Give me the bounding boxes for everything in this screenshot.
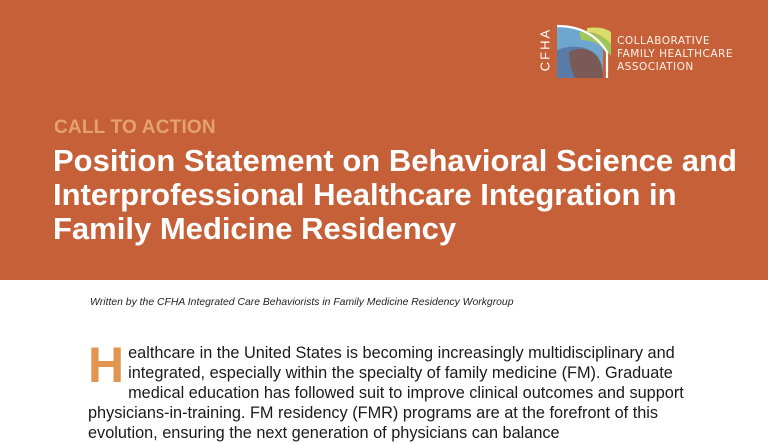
body-text	[88, 337, 688, 443]
dropcap: H	[88, 337, 125, 393]
cfha-logo	[537, 20, 757, 82]
page-title: Position Statement on Behavioral Science and Interprofessional Healthcare Integration in Family Medicine Residency	[53, 143, 737, 246]
byline: Written by the CFHA Integrated Care Behaviorists in Family Medicine Residency Workgroup	[90, 297, 514, 308]
logo-acronym: CFHA	[537, 27, 553, 72]
logo-mark-icon	[557, 22, 611, 78]
logo-wordmark: COLLABORATIVE FAMILY HEALTHCARE ASSOCIATION	[617, 35, 733, 73]
body-paragraph: ealthcare in the United States is becoming increasingly multidisciplinary and integrated, especially within the specialty of family medicine (FM). Graduate medical education has followed suit to improve clinical outcomes and support physicians-in-training. FM residency (FMR) programs are at the forefront of this evolution, ensuring the next generation of physicians can balance	[88, 344, 684, 442]
kicker-label: CALL TO ACTION	[54, 117, 216, 138]
